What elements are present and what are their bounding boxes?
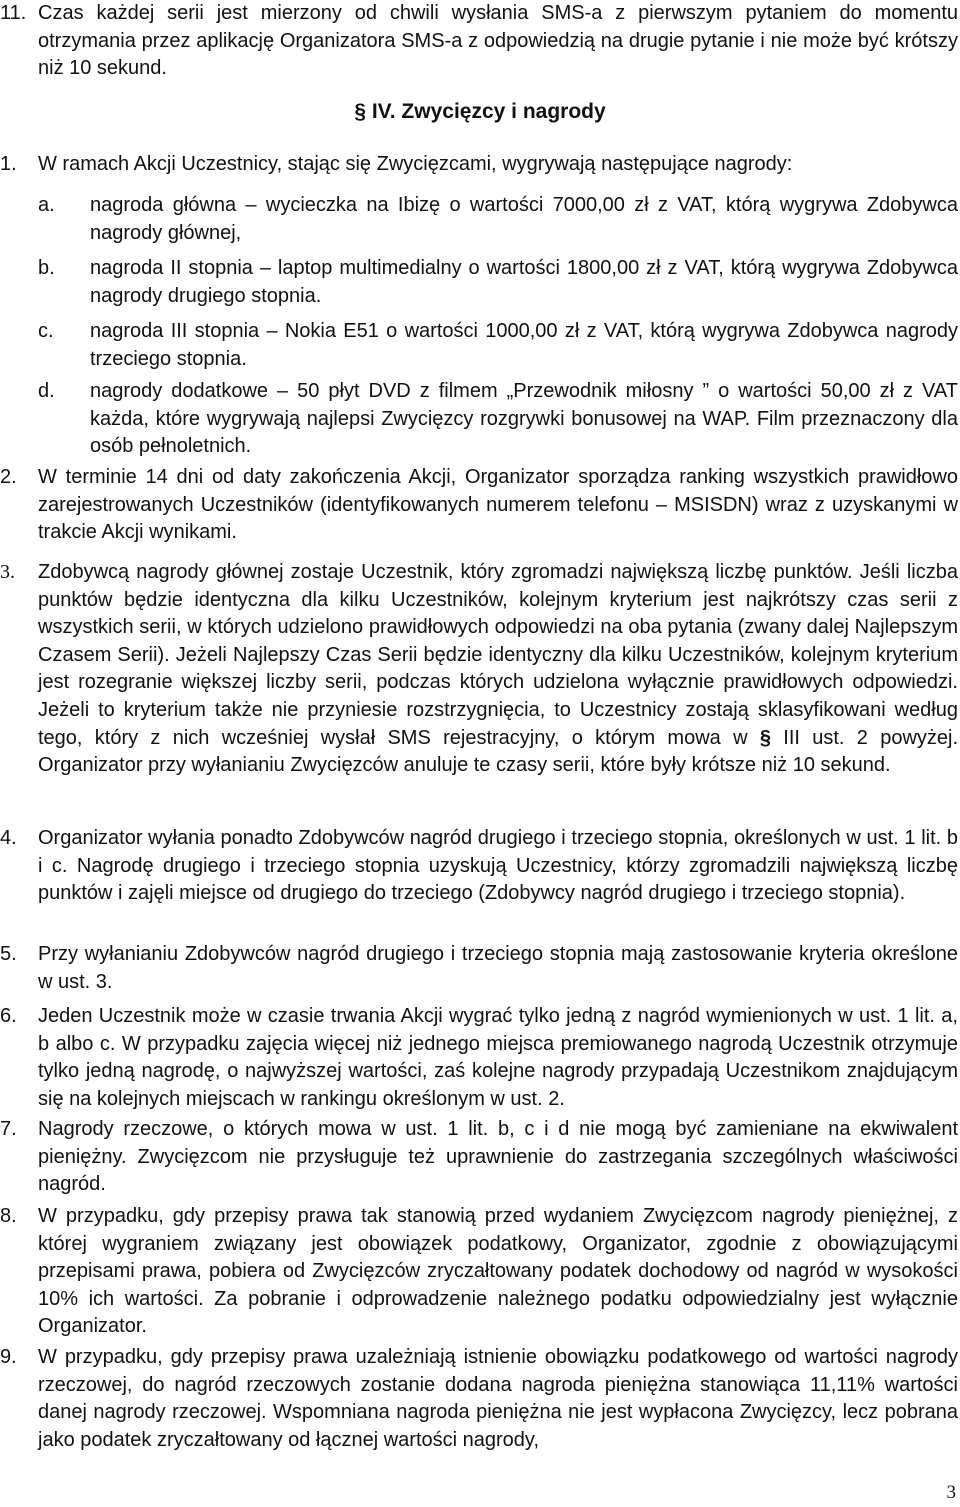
- subitem-text: nagroda główna – wycieczka na Ibizę o wartości 7000,00 zł z VAT, którą wygrywa Zdobywca nagrody głównej,: [90, 194, 958, 244]
- paragraph-text: W przypadku, gdy przepisy prawa uzależniają istnienie obowiązku podatkowego od wartości nagrody rzeczowej, do nagród rzeczowych zostanie dodana nagroda pieniężna stanowiąca 11,11% wartości danej nagrody rzeczowej. Wspomniana nagroda pieniężna nie jest wypłacona Zwycięzcy, lecz pobrana jako podatek zryczałtowany od łącznej wartości nagrody,: [38, 1346, 958, 1451]
- section-sign: §: [354, 100, 366, 123]
- paragraph-number: 9.: [0, 1346, 17, 1368]
- paragraph-text-part: III ust. 2 powyżej. Organizator przy wyłanianiu Zwycięzców anuluje te czasy serii, które były krótsze niż 10 sekund.: [38, 726, 959, 777]
- paragraph-number: 4.: [0, 827, 17, 849]
- subitem-d: [38, 378, 958, 461]
- section-reference-sign: §: [759, 726, 771, 749]
- paragraph-text: Jeden Uczestnik może w czasie trwania Akcji wygrać tylko jedną z nagród wymienionych w ust. 1 lit. a, b albo c. W przypadku zajęcia więcej niż jednego miejsca premiowanego nagrodą Uczestnik otrzymuje tylko jedną nagrodę, o najwyższej wartości, zaś kolejne nagrody przypadają Uczestnikom znajdującym się na kolejnych miejscach w rankingu określonym w ust. 2.: [38, 1005, 958, 1110]
- paragraph-number: 7.: [0, 1118, 17, 1140]
- section-heading: [0, 98, 960, 126]
- paragraph-number: 8.: [0, 1205, 17, 1227]
- paragraph-5: [0, 941, 958, 996]
- paragraph-11: [0, 0, 958, 83]
- paragraph-9: [0, 1344, 958, 1454]
- paragraph-2: [0, 464, 958, 547]
- paragraph-8: [0, 1203, 958, 1341]
- paragraph-text: Nagrody rzeczowe, o których mowa w ust. 1 lit. b, c i d nie mogą być zamieniane na ekwiwalent pieniężny. Zwycięzcom nie przysługuje też uprawnienie do zastrzegania szczególnych właściwości nagród.: [38, 1118, 958, 1196]
- subitem-text: nagroda II stopnia – laptop multimedialny o wartości 1800,00 zł z VAT, którą wygrywa Zdobywca nagrody drugiego stopnia.: [90, 257, 958, 307]
- page-number: 3: [946, 1482, 956, 1503]
- paragraph-text-part: Zdobywcą nagrody głównej zostaje Uczestnik, który zgromadzi największą liczbę punktów. Jeśli liczba punktów będzie identyczna dla kilku Uczestników, kolejnym kryterium jest najkrótszy czas serii z wszystkich serii, w których udzielono prawidłowych odpowiedzi na oba pytania (zwany dalej Najlepszym Czasem Serii). Jeżeli Najlepszy Czas Serii będzie identyczny dla kilku Uczestników, kolejnym kryterium jest rozegranie większej liczby serii, podczas których udzielona wyłącznie prawidłowych odpowiedzi. Jeżeli to kryterium także nie przyniesie rozstrzygnięcia, to Uczestnicy zostają sklasyfikowani według tego, który z nich wcześniej wysłał SMS rejestracyjny, o którym mowa w: [38, 561, 958, 749]
- subitem-letter: a.: [38, 194, 55, 216]
- subitem-text: nagroda III stopnia – Nokia E51 o wartości 1000,00 zł z VAT, którą wygrywa Zdobywca nagrody trzeciego stopnia.: [90, 320, 958, 370]
- paragraph-text: [38, 559, 958, 780]
- paragraph-number: 1.: [0, 153, 17, 175]
- paragraph-text: W przypadku, gdy przepisy prawa tak stanowią przed wydaniem Zwycięzcom nagrody pieniężnej, z której wygraniem związany jest obowiązek podatkowy, Organizator, zgodnie z obowiązującymi przepisami prawa, pobiera od Zwycięzców zryczałtowany podatek dochodowy od nagród w wysokości 10% ich wartości. Za pobranie i odprowadzenie należnego podatku odpowiedzialny jest wyłącznie Organizator.: [38, 1205, 958, 1338]
- paragraph-text: Czas każdej serii jest mierzony od chwili wysłania SMS-a z pierwszym pytaniem do momentu otrzymania przez aplikację Organizatora SMS-a z odpowiedzią na drugie pytanie i nie może być krótszy niż 10 sekund.: [38, 2, 958, 80]
- paragraph-4: [0, 825, 958, 908]
- section-title: IV. Zwycięzcy i nagrody: [371, 100, 606, 123]
- paragraph-6: [0, 1003, 958, 1113]
- paragraph-number: 3.: [0, 561, 15, 583]
- paragraph-number: 6.: [0, 1005, 17, 1027]
- paragraph-text: W ramach Akcji Uczestnicy, stając się Zwycięzcami, wygrywają następujące nagrody:: [38, 153, 793, 175]
- subitem-c: [38, 318, 958, 373]
- paragraph-7: [0, 1116, 958, 1199]
- paragraph-number: 2.: [0, 466, 17, 488]
- paragraph-text: W terminie 14 dni od daty zakończenia Akcji, Organizator sporządza ranking wszystkich prawidłowo zarejestrowanych Uczestników (identyfikowanych numerem telefonu – MSISDN) wraz z uzyskanymi w trakcie Akcji wynikami.: [38, 466, 958, 544]
- paragraph-3: [0, 559, 958, 780]
- subitem-letter: d.: [38, 380, 55, 402]
- paragraph-text: Organizator wyłania ponadto Zdobywców nagród drugiego i trzeciego stopnia, określonych w ust. 1 lit. b i c. Nagrodę drugiego i trzeciego stopnia uzyskują Uczestnicy, którzy zgromadzili największą liczbę punktów i zajęli miejsce od drugiego do trzeciego (Zdobywcy nagród drugiego i trzeciego stopnia).: [38, 827, 958, 905]
- paragraph-number: 5.: [0, 943, 17, 965]
- subitem-b: [38, 255, 958, 310]
- paragraph-text: Przy wyłanianiu Zdobywców nagród drugiego i trzeciego stopnia mają zastosowanie kryteria określone w ust. 3.: [38, 943, 958, 993]
- subitem-text: nagrody dodatkowe – 50 płyt DVD z filmem „Przewodnik miłosny ” o wartości 50,00 zł z VAT każda, które wygrywają najlepsi Zwycięzcy rozgrywki bonusowej na WAP. Film przeznaczony dla osób pełnoletnich.: [90, 380, 958, 458]
- subitem-a: [38, 192, 958, 247]
- paragraph-1: [0, 151, 958, 179]
- paragraph-number: 11.: [0, 2, 27, 24]
- subitem-letter: b.: [38, 257, 55, 279]
- subitem-letter: c.: [38, 320, 54, 342]
